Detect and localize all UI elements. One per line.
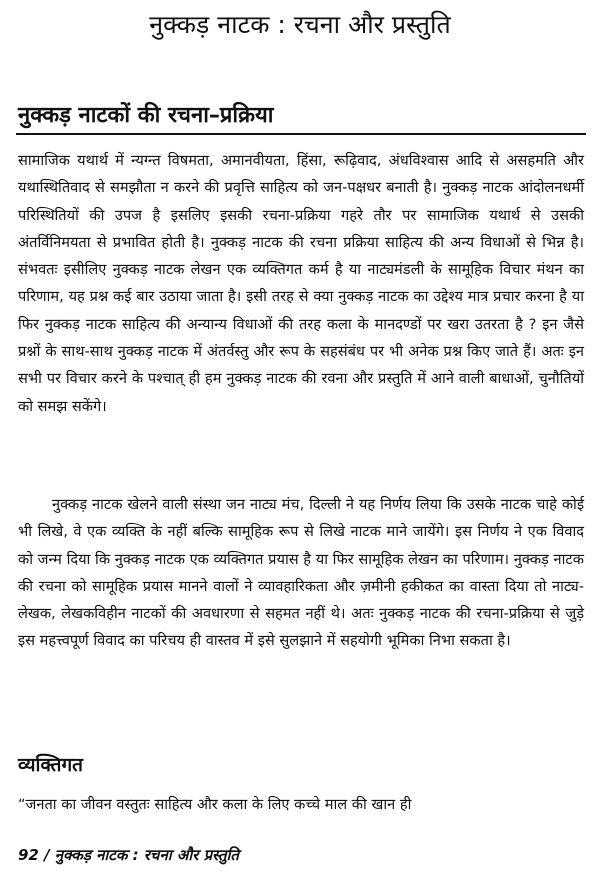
quote-opening-line: “जनता का जीवन वस्तुतः साहित्य और कला के लिए कच्चे माल की खान ही bbox=[18, 796, 412, 813]
section-heading: नुक्कड़ नाटकों की रचना–प्रक्रिया bbox=[18, 103, 274, 128]
body-paragraph-1: सामाजिक यथार्थ में न्यग्न्त विषमता, अमानवीयता, हिंसा, रूढ़िवाद, अंधविश्वास आदि से असहमति और यथास्थितिवाद से समझौता न करने की प्रवृत्ति साहित्य को जन-पक्षधर बनाती है। नुक्कड़ नाटक आंदोलनधर्मी परिस्थितियों की उपज है इसलिए इसकी रचना-प्रक्रिया गहरे तौर पर सामाजिक यथार्थ से उसकी अंतर्विनिमयता से प्रभावित होती है। नुक्कड़ नाटक की रचना प्रक्रिया साहित्य की अन्य विधाओं से भिन्न है। संभवतः इसीलिए नुक्कड़ नाटक लेखन एक व्यक्तिगत कर्म है या नाट्यमंडली के सामूहिक विचार मंथन का परिणाम, यह प्रश्न कई बार उठाया जाता है। इसी तरह से क्या नुक्कड़ नाटक का उद्देश्य मात्र प्रचार करना है या फिर नुक्कड़ नाटक साहित्य की अन्यान्य विधाओं की तरह कला के मानदण्डों पर खरा उतरता है ? इन जैसे प्रश्नों के साथ-साथ नुक्कड़ नाटक में अंतर्वस्तु और रूप के सहसंबंध पर भी अनेक प्रश्न किए जाते हैं। अतः इन सभी पर विचार करने के पश्चात् ही हम नुक्कड़ नाटक की रवना और प्रस्तुति में आने वाली बाधाओं, चुनौतियों को समझ सकेंगे। bbox=[18, 152, 584, 415]
subsection-heading: व्यक्तिगत bbox=[18, 754, 83, 776]
heading-underline-rule bbox=[16, 133, 586, 135]
running-title: नुक्कड़ नाटक : रचना और प्रस्तुति bbox=[149, 10, 451, 39]
page-footer: 92 / नुक्कड़ नाटक : रचना और प्रस्तुति bbox=[18, 846, 239, 864]
body-paragraph-2: नुक्कड़ नाटक खेलने वाली संस्था जन नाट्य मंच, दिल्ली ने यह निर्णय लिया कि उसके नाटक चाहे कोई भी लिखे, वे एक व्यक्ति के नहीं बल्कि सामूहिक रूप से लिखे नाटक माने जायेंगे। इस निर्णय ने एक विवाद को जन्म दिया कि नुक्कड़ नाटक एक व्यक्तिगत प्रयास है या फिर सामूहिक लेखन का परिणाम। नुक्कड़ नाटक की रचना को सामूहिक प्रयास मानने वालों ने व्यावहारिकता और ज़मीनी हकीकत का वास्ता दिया तो नाट्य-लेखक, लेखकविहीन नाटकों की अवधारणा से सहमत नहीं थे। अतः नुक्कड़ नाटक की रचना-प्रक्रिया से जुड़े इस महत्त्वपूर्ण विवाद का परिचय ही वास्तव में इसे सुलझाने में सहयोगी भूमिका निभा सकता है। bbox=[18, 496, 584, 650]
